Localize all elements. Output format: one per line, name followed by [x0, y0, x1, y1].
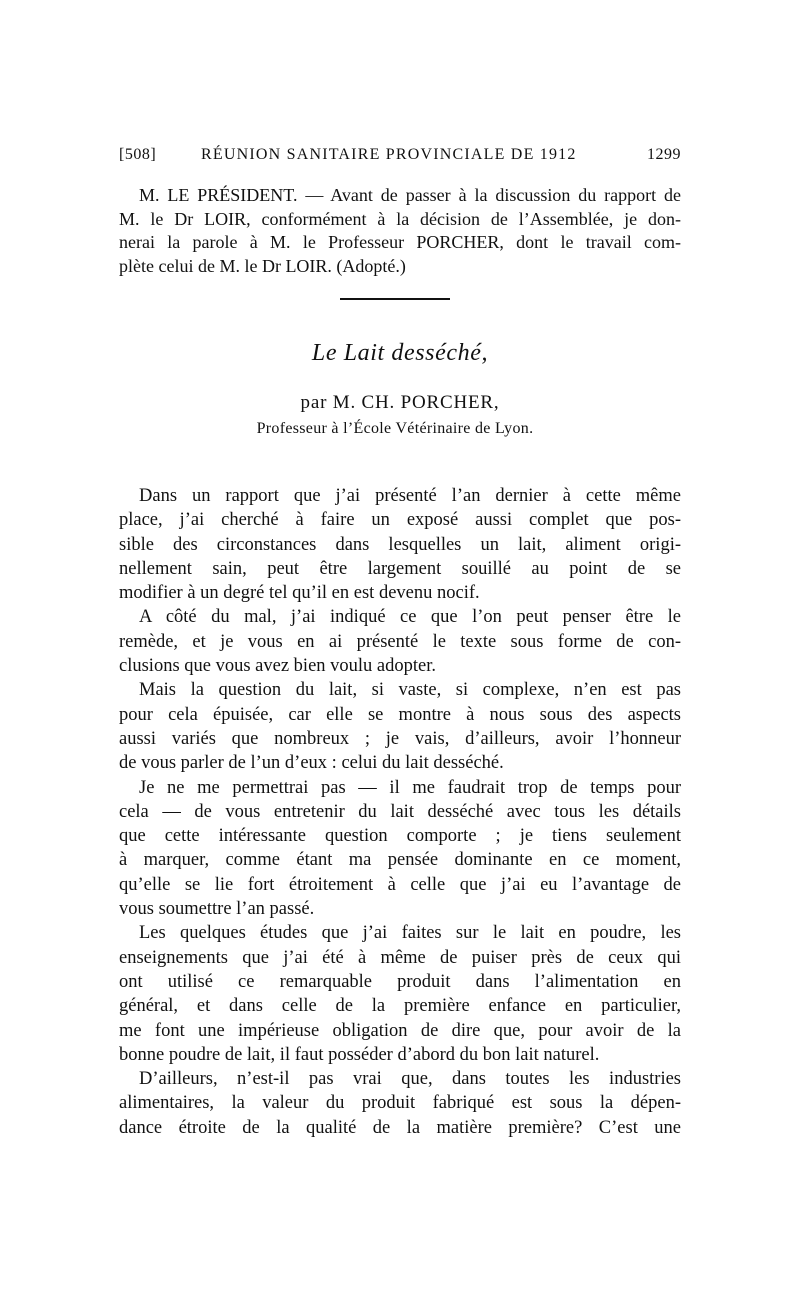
body-line: alimentaires, la valeur du produit fabriqué est sous la dépen- — [119, 1093, 681, 1114]
body-line: qu’elle se lie fort étroitement à celle que j’ai eu l’avantage de — [119, 874, 681, 895]
body-line: A côté du mal, j’ai indiqué ce que l’on peut penser être le — [139, 607, 681, 628]
body-line: vous soumettre l’an passé. — [119, 899, 315, 920]
body-line: Je ne me permettrai pas — il me faudrait trop de temps pour — [139, 777, 681, 798]
body-line: cela — de vous entretenir du lait desséché avec tous les détails — [119, 801, 681, 822]
article-byline: par M. CH. PORCHER, — [300, 392, 500, 413]
body-line: sible des circonstances dans lesquelles un lait, aliment origi- — [119, 534, 681, 555]
section-divider — [340, 298, 450, 300]
header-title: RÉUNION SANITAIRE PROVINCIALE DE 1912 — [201, 146, 577, 163]
body-line: pour cela épuisée, car elle se montre à nous sous des aspects — [119, 704, 681, 725]
body-line: Dans un rapport que j’ai présenté l’an dernier à cette même — [139, 486, 681, 506]
intro-line: plète celui de M. le Dr LOIR. (Adopté.) — [119, 255, 406, 276]
header-page-number: 1299 — [647, 146, 681, 163]
body-line: modifier à un degré tel qu’il en est devenu nocif. — [119, 583, 480, 604]
author-affiliation: Professeur à l’École Vétérinaire de Lyon. — [256, 420, 534, 437]
body-line: ont utilisé ce remarquable produit dans l’alimentation en — [119, 971, 681, 992]
body-line: de vous parler de l’un d’eux : celui du lait desséché. — [119, 753, 504, 774]
body-line: général, et dans celle de la première enfance en particulier, — [119, 996, 681, 1017]
body-line: me font une impérieuse obligation de dire que, pour avoir de la — [119, 1020, 681, 1041]
body-line: que cette intéressante question comporte ; je tiens seulement — [119, 826, 681, 847]
body-line: Les quelques études que j’ai faites sur le lait en poudre, les — [139, 923, 681, 944]
body-line: remède, et je vous en ai présenté le texte sous forme de con- — [119, 631, 681, 652]
article-title: Le Lait desséché, — [311, 340, 489, 366]
body-line: place, j’ai cherché à faire un exposé aussi complet que pos- — [119, 510, 681, 531]
running-header — [119, 146, 681, 168]
article-body — [119, 484, 681, 1140]
intro-line: nerai la parole à M. le Professeur PORCHER, dont le travail com- — [119, 232, 681, 252]
header-section-number: [508] — [119, 146, 157, 163]
body-line: D’ailleurs, n’est-il pas vrai que, dans toutes les industries — [139, 1069, 681, 1090]
intro-line: M. le Dr LOIR, conformément à la décision de l’Assemblée, je don- — [119, 208, 681, 229]
body-line: à marquer, comme étant ma pensée dominante en ce moment, — [119, 850, 681, 871]
intro-paragraph — [119, 184, 681, 278]
body-line: clusions que vous avez bien voulu adopter. — [119, 656, 437, 677]
body-line: nellement sain, peut être largement souillé au point de se — [119, 558, 681, 579]
body-line: Mais la question du lait, si vaste, si complexe, n’en est pas — [139, 680, 681, 701]
body-line: bonne poudre de lait, il faut posséder d’abord du bon lait naturel. — [119, 1044, 600, 1065]
body-line: dance étroite de la qualité de la matière première? C’est une — [119, 1117, 681, 1138]
body-line: aussi variés que nombreux ; je vais, d’ailleurs, avoir l’honneur — [119, 728, 681, 749]
intro-line: M. LE PRÉSIDENT. — Avant de passer à la discussion du rapport de — [139, 185, 681, 205]
body-line: enseignements que j’ai été à même de puiser près de ceux qui — [119, 947, 681, 968]
